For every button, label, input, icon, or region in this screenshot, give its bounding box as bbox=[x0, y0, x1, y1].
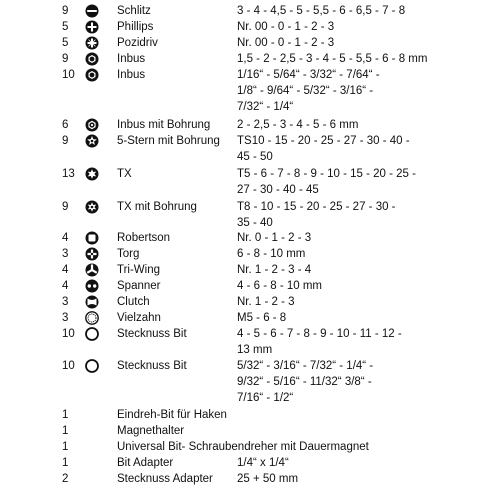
item-quantity: 9 bbox=[62, 135, 69, 147]
item-quantity: 6 bbox=[62, 119, 69, 131]
item-name: TX mit Bohrung bbox=[117, 201, 197, 213]
item-name: Tri-Wing bbox=[117, 264, 161, 276]
pozidriv-icon bbox=[85, 36, 99, 50]
item-sizes: Nr. 00 - 0 - 1 - 2 - 3 bbox=[237, 37, 335, 49]
item-quantity: 10 bbox=[62, 328, 75, 340]
item-quantity: 1 bbox=[62, 409, 69, 421]
hex-tamper-icon bbox=[85, 118, 99, 132]
item-name: TX bbox=[117, 168, 132, 180]
item-sizes: 1/16“ - 5/64“ - 3/32“ - 7/64“ - 1/8“ - 9/64“ - 5/32“ - 3/16“ - 7/32“ - 1/4“ bbox=[237, 69, 380, 113]
vielzahn-icon bbox=[85, 311, 99, 325]
item-quantity: 5 bbox=[62, 21, 69, 33]
item-name: Stecknuss Adapter bbox=[117, 473, 213, 485]
item-name: Universal Bit- Schraubendreher mit Dauermagnet bbox=[117, 441, 369, 453]
hex-icon bbox=[85, 68, 99, 82]
item-quantity: 1 bbox=[62, 425, 69, 437]
item-sizes: 1,5 - 2 - 2,5 - 3 - 4 - 5 - 5,5 - 6 - 8 mm bbox=[237, 53, 428, 65]
item-sizes: 4 - 6 - 8 - 10 mm bbox=[237, 280, 322, 292]
item-quantity: 4 bbox=[62, 264, 69, 276]
item-sizes: 25 + 50 mm bbox=[237, 473, 299, 485]
item-name: Phillips bbox=[117, 21, 154, 33]
item-sizes: Nr. 1 - 2 - 3 bbox=[237, 296, 295, 308]
item-quantity: 1 bbox=[62, 457, 69, 469]
tri-wing-icon bbox=[85, 263, 99, 277]
item-name: Torg bbox=[117, 248, 140, 260]
item-sizes: T8 - 10 - 15 - 20 - 25 - 27 - 30 - 35 - 40 bbox=[237, 201, 396, 229]
item-sizes: TS10 - 15 - 20 - 25 - 27 - 30 - 40 - 45 - 50 bbox=[237, 135, 410, 163]
item-quantity: 4 bbox=[62, 232, 69, 244]
item-name: Spanner bbox=[117, 280, 161, 292]
item-name: Inbus mit Bohrung bbox=[117, 119, 211, 131]
slotted-icon bbox=[85, 4, 99, 18]
item-sizes: Nr. 0 - 1 - 2 - 3 bbox=[237, 232, 312, 244]
robertson-icon bbox=[85, 231, 99, 245]
item-sizes: Nr. 1 - 2 - 3 - 4 bbox=[237, 264, 312, 276]
item-name: Inbus bbox=[117, 53, 146, 65]
item-quantity: 10 bbox=[62, 69, 75, 81]
item-quantity: 2 bbox=[62, 473, 69, 485]
phillips-icon bbox=[85, 20, 99, 34]
item-quantity: 3 bbox=[62, 248, 69, 260]
item-name: Stecknuss Bit bbox=[117, 328, 187, 340]
item-name: Inbus bbox=[117, 69, 146, 81]
item-sizes: 2 - 2,5 - 3 - 4 - 5 - 6 mm bbox=[237, 119, 359, 131]
item-sizes: T5 - 6 - 7 - 8 - 9 - 10 - 15 - 20 - 25 - 27 - 30 - 40 - 45 bbox=[237, 168, 416, 196]
torx-icon bbox=[85, 167, 99, 181]
item-quantity: 4 bbox=[62, 280, 69, 292]
item-name: Stecknuss Bit bbox=[117, 360, 187, 372]
item-quantity: 3 bbox=[62, 312, 69, 324]
socket-icon bbox=[85, 327, 99, 341]
item-name: Robertson bbox=[117, 232, 171, 244]
socket-icon bbox=[85, 359, 99, 373]
item-name: Eindreh-Bit für Haken bbox=[117, 409, 227, 421]
item-quantity: 5 bbox=[62, 37, 69, 49]
item-sizes: 3 - 4 - 4,5 - 5 - 5,5 - 6 - 6,5 - 7 - 8 bbox=[237, 5, 406, 17]
item-sizes: 6 - 8 - 10 mm bbox=[237, 248, 306, 260]
item-quantity: 9 bbox=[62, 201, 69, 213]
item-quantity: 3 bbox=[62, 296, 69, 308]
hex-icon bbox=[85, 52, 99, 66]
clutch-icon bbox=[85, 295, 99, 309]
torq-icon bbox=[85, 247, 99, 261]
item-sizes: 4 - 5 - 6 - 7 - 8 - 9 - 10 - 11 - 12 - 13 mm bbox=[237, 328, 402, 356]
item-quantity: 9 bbox=[62, 53, 69, 65]
item-name: Magnethalter bbox=[117, 425, 185, 437]
item-name: Pozidriv bbox=[117, 37, 158, 49]
spanner-icon bbox=[85, 279, 99, 293]
torx-tamper-icon bbox=[85, 200, 99, 214]
item-sizes: M5 - 6 - 8 bbox=[237, 312, 287, 324]
item-name: Bit Adapter bbox=[117, 457, 174, 469]
item-sizes: 1/4“ x 1/4“ bbox=[237, 457, 289, 469]
item-name: Clutch bbox=[117, 296, 150, 308]
item-name: Vielzahn bbox=[117, 312, 161, 324]
item-name: Schlitz bbox=[117, 5, 151, 17]
item-quantity: 9 bbox=[62, 5, 69, 17]
item-sizes: 5/32“ - 3/16“ - 7/32“ - 1/4“ - 9/32“ - 5/16“ - 11/32“ 3/8“ - 7/16“ - 1/2“ bbox=[237, 360, 374, 404]
item-sizes: Nr. 00 - 0 - 1 - 2 - 3 bbox=[237, 21, 335, 33]
item-quantity: 13 bbox=[62, 168, 75, 180]
item-quantity: 10 bbox=[62, 360, 75, 372]
item-quantity: 1 bbox=[62, 441, 69, 453]
item-name: 5-Stern mit Bohrung bbox=[117, 135, 220, 147]
star-tamper-icon bbox=[85, 134, 99, 148]
